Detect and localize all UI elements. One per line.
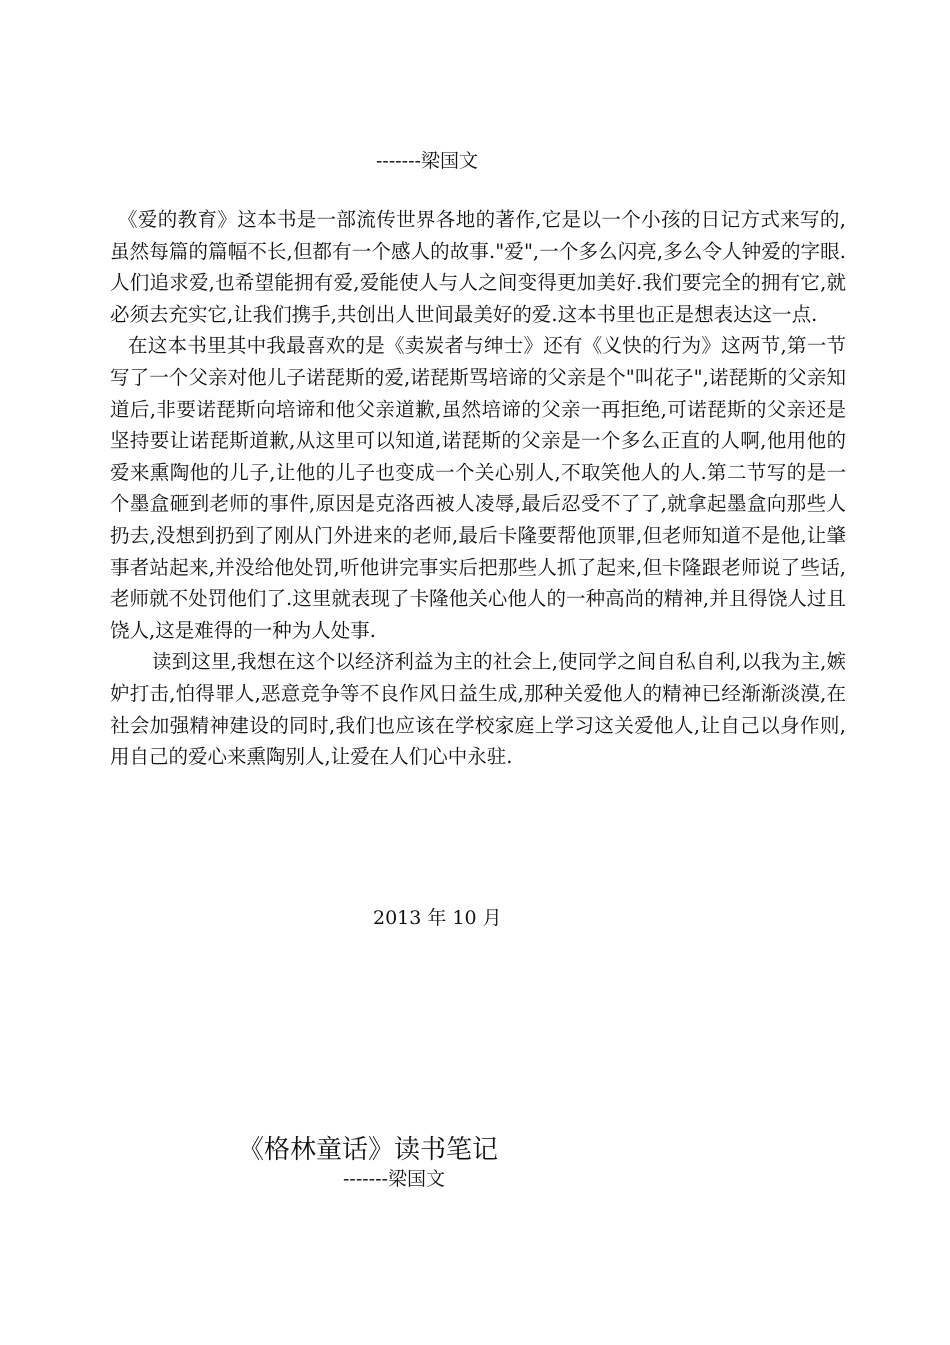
paragraph-1: 《爱的教育》这本书是一部流传世界各地的著作,它是以一个小孩的日记方式来写的,虽然每篇的篇幅不长,但都有一个感人的故事."爱",一个多么闪亮,多么令人钟爱的字眼.人们追求爱,也希望能拥有爱,爱能使人与人之间变得更加美好.我们要完全的拥有它,就必须去充实它,让我们携手,共创出人世间最美好的爱.这本书里也正是想表达这一点. (110, 208, 846, 326)
paragraph-2: 在这本书里其中我最喜欢的是《卖炭者与绅士》还有《义快的行为》这两节,第一节写了一个父亲对他儿子诺琵斯的爱,诺琵斯骂培谛的父亲是个"叫花子",诺琵斯的父亲知道后,非要诺琵斯向培谛和他父亲道歉,虽然培谛的父亲一再拒绝,可诺琵斯的父亲还是坚持要让诺琵斯道歉,从这里可以知道,诺琵斯的父亲是一个多么正直的人啊,他用他的爱来熏陶他的儿子,让他的儿子也变成一个关心别人,不取笑他人的人.第二节写的是一个墨盒砸到老师的事件,原因是克洛西被人凌辱,最后忍受不了了,就拿起墨盒向那些人扔去,没想到扔到了刚从门外进来的老师,最后卡隆要帮他顶罪,但老师知道不是他,让肇事者站起来,并没给他处罚,听他讲完事实后把那些人抓了起来,但卡隆跟老师说了些话,老师就不处罚他们了.这里就表现了卡隆他关心他人的一种高尚的精神,并且得饶人过且饶人,这是难得的一种为人处事. (110, 334, 846, 642)
date-line: 2013 年 10 月 (373, 907, 502, 929)
paragraph-3: 读到这里,我想在这个以经济利益为主的社会上,使同学之间自私自利,以我为主,嫉妒打击,怕得罪人,恶意竞争等不良作风日益生成,那种关爱他人的精神已经渐渐淡漠,在社会加强精神建设的同时,我们也应该在学校家庭上学习这关爱他人,让自己以身作则,用自己的爱心来熏陶别人,让爱在人们心中永驻. (110, 650, 846, 769)
author-line: -------梁国文 (376, 150, 478, 172)
next-essay-author-line: -------梁国文 (343, 1168, 445, 1190)
essay-body (110, 204, 846, 773)
next-essay-title: 《格林童话》读书笔记 (238, 1135, 499, 1165)
